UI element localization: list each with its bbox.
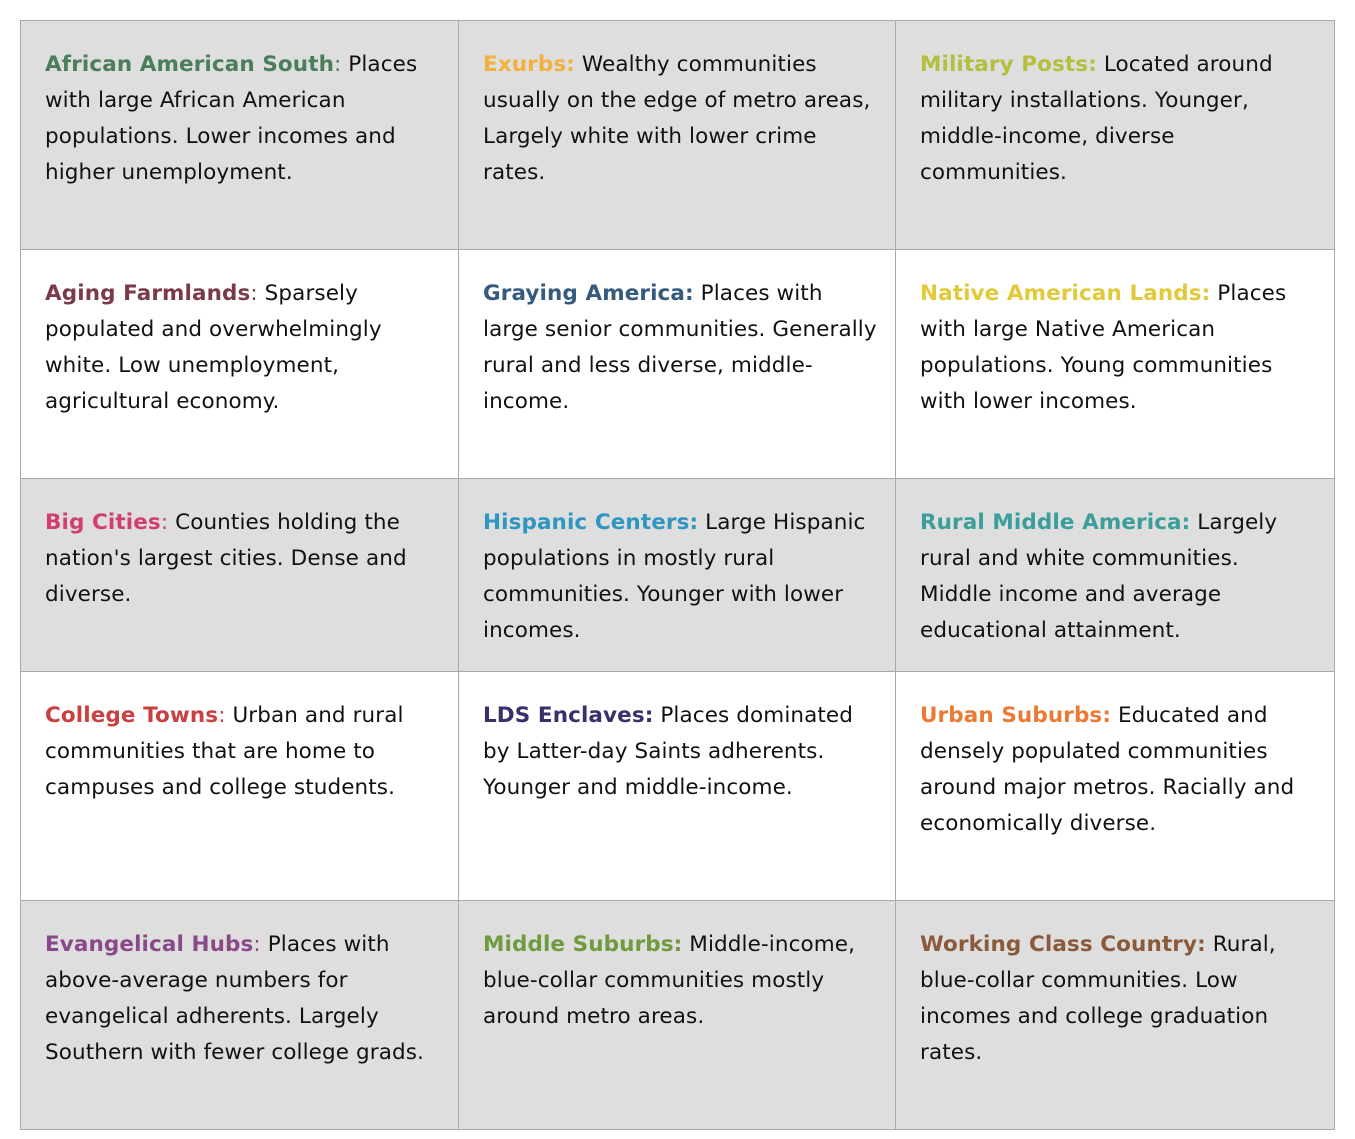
- category-description: Rural, blue-collar communities. Low incomes and college graduation rates.: [920, 932, 1276, 1065]
- table-cell: [21, 672, 459, 901]
- category-description: Counties holding the nation's largest cities. Dense and diverse.: [45, 510, 407, 607]
- category-term: Middle Suburbs:: [483, 932, 683, 957]
- county-types-table: [20, 20, 1335, 1130]
- table-row: [21, 901, 1335, 1130]
- term-separator: :: [253, 932, 261, 957]
- category-description: Middle-income, blue-collar communities mostly around metro areas.: [483, 932, 856, 1029]
- category-term: Big Cities: [45, 510, 161, 535]
- table-row: [21, 672, 1335, 901]
- table-cell: [21, 901, 459, 1130]
- table-cell: [21, 250, 459, 479]
- category-term: Exurbs:: [483, 52, 575, 77]
- category-description: Places with large Native American populations. Young communities with lower incomes.: [920, 281, 1287, 414]
- category-term: Evangelical Hubs: [45, 932, 254, 957]
- table-cell: [459, 672, 896, 901]
- category-description: Urban and rural communities that are home to campuses and college students.: [45, 703, 404, 800]
- category-description: Places with large African American populations. Lower incomes and higher unemployment.: [45, 52, 418, 185]
- term-separator: :: [160, 510, 169, 535]
- table-cell: [459, 250, 896, 479]
- table-cell: [896, 479, 1335, 672]
- table-cell: [896, 901, 1335, 1130]
- table-row: [21, 21, 1335, 250]
- table-row: [21, 479, 1335, 672]
- category-description: Places with above-average numbers for evangelical adherents. Largely Southern with fewer college grads.: [45, 932, 424, 1065]
- table-cell: [459, 479, 896, 672]
- table-body: [21, 21, 1335, 1130]
- category-description: Sparsely populated and overwhelmingly white. Low unemployment, agricultural economy.: [45, 281, 382, 414]
- category-term: Working Class Country:: [920, 932, 1206, 957]
- category-term: Aging Farmlands: [45, 281, 251, 306]
- category-description: Wealthy communities usually on the edge of metro areas, Largely white with lower crime rates.: [483, 52, 871, 185]
- category-term: LDS Enclaves:: [483, 703, 654, 728]
- category-term: Rural Middle America:: [920, 510, 1191, 535]
- term-separator: :: [218, 703, 226, 728]
- category-term: Military Posts:: [920, 52, 1097, 77]
- table-cell: [896, 21, 1335, 250]
- category-description: Educated and densely populated communities around major metros. Racially and economically diverse.: [920, 703, 1295, 836]
- table-cell: [896, 672, 1335, 901]
- table-cell: [896, 250, 1335, 479]
- category-description: Located around military installations. Younger, middle-income, diverse communities.: [920, 52, 1273, 185]
- table-row: [21, 250, 1335, 479]
- table-cell: [21, 479, 459, 672]
- category-description: Places dominated by Latter-day Saints adherents. Younger and middle-income.: [483, 703, 853, 800]
- category-term: Urban Suburbs:: [920, 703, 1112, 728]
- category-term: College Towns: [45, 703, 219, 728]
- table-cell: [459, 901, 896, 1130]
- term-separator: :: [334, 52, 342, 77]
- category-term: Hispanic Centers:: [483, 510, 699, 535]
- category-description: Large Hispanic populations in mostly rural communities. Younger with lower incomes.: [483, 510, 866, 643]
- category-term: Graying America:: [483, 281, 694, 306]
- table-cell: [459, 21, 896, 250]
- category-description: Largely rural and white communities. Middle income and average educational attainment.: [920, 510, 1278, 643]
- category-term: African American South: [45, 52, 334, 77]
- term-separator: :: [250, 281, 258, 306]
- category-term: Native American Lands:: [920, 281, 1211, 306]
- category-description: Places with large senior communities. Generally rural and less diverse, middle-income.: [483, 281, 877, 414]
- table-cell: [21, 21, 459, 250]
